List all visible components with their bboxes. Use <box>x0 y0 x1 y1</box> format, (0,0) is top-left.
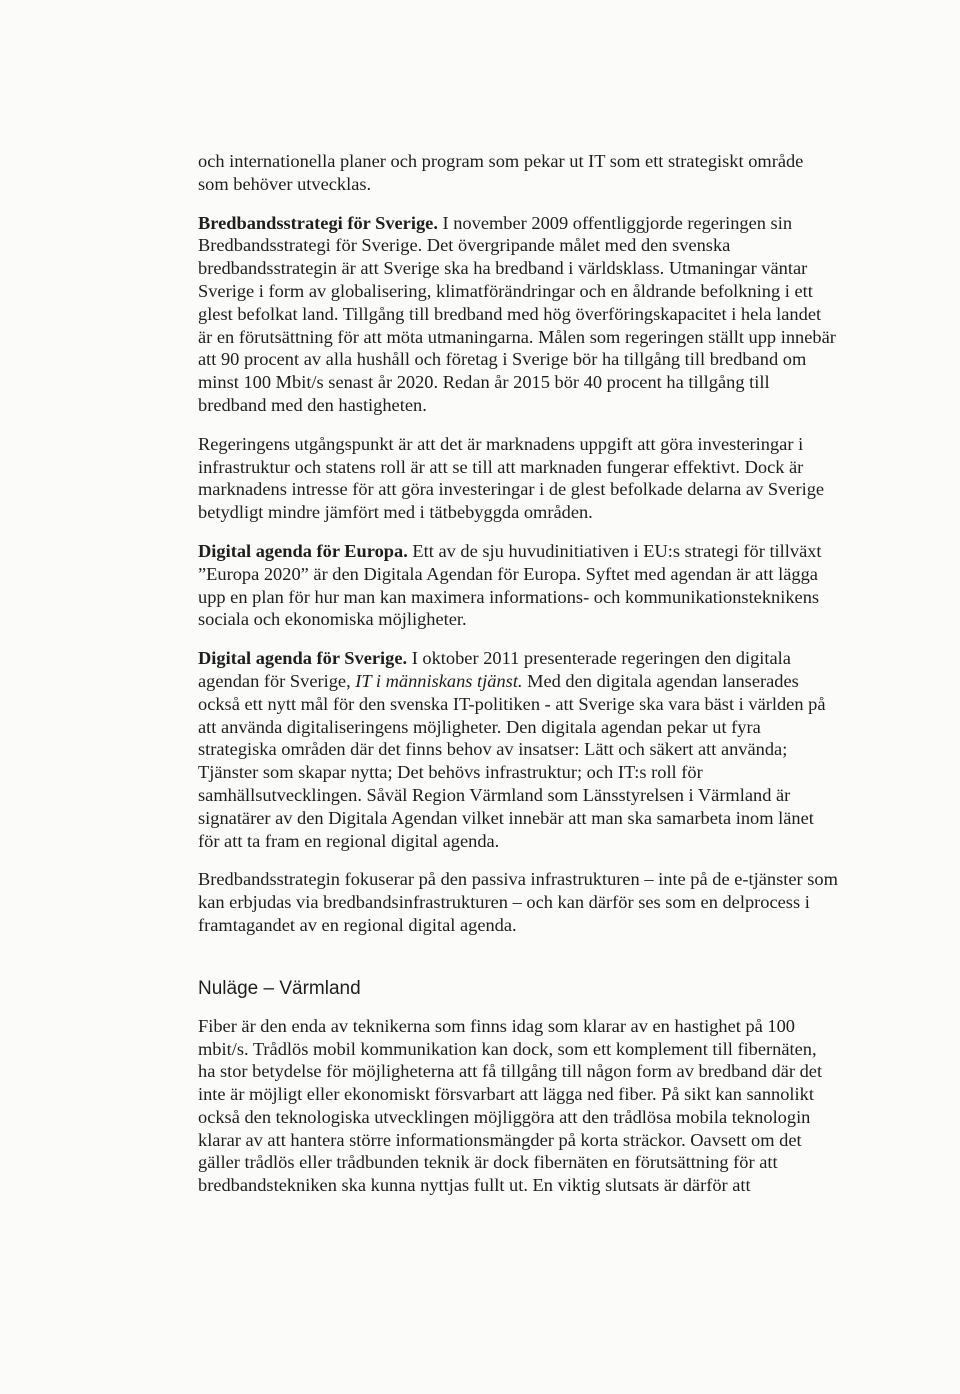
paragraph-intro: och internationella planer och program som pekar ut IT som ett strategiskt område som behöver utvecklas. <box>198 151 804 194</box>
paragraph-text: I november 2009 offentliggjorde regeringen sin Bredbandsstrategi för Sverige. Det övergripande målet med den svenska bredbandsstrategin är att Sverige ska ha bredband i världsklass. Utmaningar väntar Sverige i form av globalisering, klimatförändringar och en åldrande befolkning i ett glest befolkat land. Tillgång till bredband med hög överföringskapacitet i hela landet är en förutsättning för att möta utmaningarna. Målen som regeringen ställt upp innebär att 90 procent av alla hushåll och företag i Sverige bör ha tillgång till bredband om minst 100 Mbit/s senast år 2020. Redan år 2015 bör 40 procent ha tillgång till bredband med den hastigheten. <box>198 212 836 415</box>
paragraph-text: Ett av de sju huvudinitiativen i EU:s strategi för tillväxt ”Europa 2020” är den Digitala Agendan för Europa. Syftet med agendan är att lägga upp en plan för hur man kan maximera informations- och kommunikationsteknikens sociala och ekonomiska möjligheter. <box>198 540 822 630</box>
paragraph-digital-agenda-europa <box>198 540 838 631</box>
paragraph-lead: Bredbandsstrategi för Sverige. <box>198 212 438 233</box>
paragraph-bredbandsstrategi <box>198 212 838 417</box>
paragraph-lead: Digital agenda för Sverige. <box>198 648 408 669</box>
paragraph-regeringens-utgangspunkt: Regeringens utgångspunkt är att det är marknadens uppgift att göra investeringar i infrastruktur och statens roll är att se till att marknaden fungerar effektivt. Dock är marknadens intresse för att göra investeringar i de glest befolkade delarna av Sverige betydligt mindre jämfört med i tätbebyggda områden. <box>198 433 825 523</box>
paragraph-text: I oktober 2011 presenterade regeringen den digitala agendan för Sverige, <box>198 648 791 691</box>
agenda-title: IT i människans tjänst. <box>355 670 523 691</box>
paragraph-nulage: Fiber är den enda av teknikerna som finns idag som klarar av en hastighet på 100 mbit/s. Trådlös mobil kommunikation kan dock, som ett komplement till fibernäten, ha stor betydelse för möjligheterna att få tillgång till någon form av bredband där det inte är möjligt eller ekonomiskt försvarbart att lägga ned fiber. På sikt kan sannolikt också den teknologiska utvecklingen möjliggöra att den trådlösa mobila teknologin klarar av att hantera större informationsmängder på korta sträckor. Oavsett om det gäller trådlös eller trådbunden teknik är dock fibernäten en förutsättning för att bredbandstekniken ska kunna nyttjas fullt ut. En viktig slutsats är därför att <box>198 1015 823 1196</box>
paragraph-bredbandsstrategin-fokuserar: Bredbandsstrategin fokuserar på den passiva infrastrukturen – inte på de e-tjänster som kan erbjudas via bredbandsinfrastrukturen – och kan därför ses som en delprocess i framtagandet av en regional digital agenda. <box>198 869 838 935</box>
paragraph-digital-agenda-sverige <box>198 647 838 852</box>
document-page <box>198 150 838 1213</box>
paragraph-text: Med den digitala agendan lanserades också ett nytt mål för den svenska IT-politiken - att Sverige ska vara bäst i världen på att använda digitaliseringens möjligheter. Den digitala agendan pekar ut fyra strategiska områden där det finns behov av insatser: Lätt och säkert att använda; Tjänster som skapar nytta; Det behövs infrastruktur; och IT:s roll för samhällsutvecklingen. Såväl Region Värmland som Länsstyrelsen i Värmland är signatärer av den Digitala Agendan vilket innebär att man ska samarbeta inom länet för att ta fram en regional digital agenda. <box>198 670 826 851</box>
section-heading: Nuläge – Värmland <box>198 977 361 999</box>
paragraph-lead: Digital agenda för Europa. <box>198 540 408 561</box>
